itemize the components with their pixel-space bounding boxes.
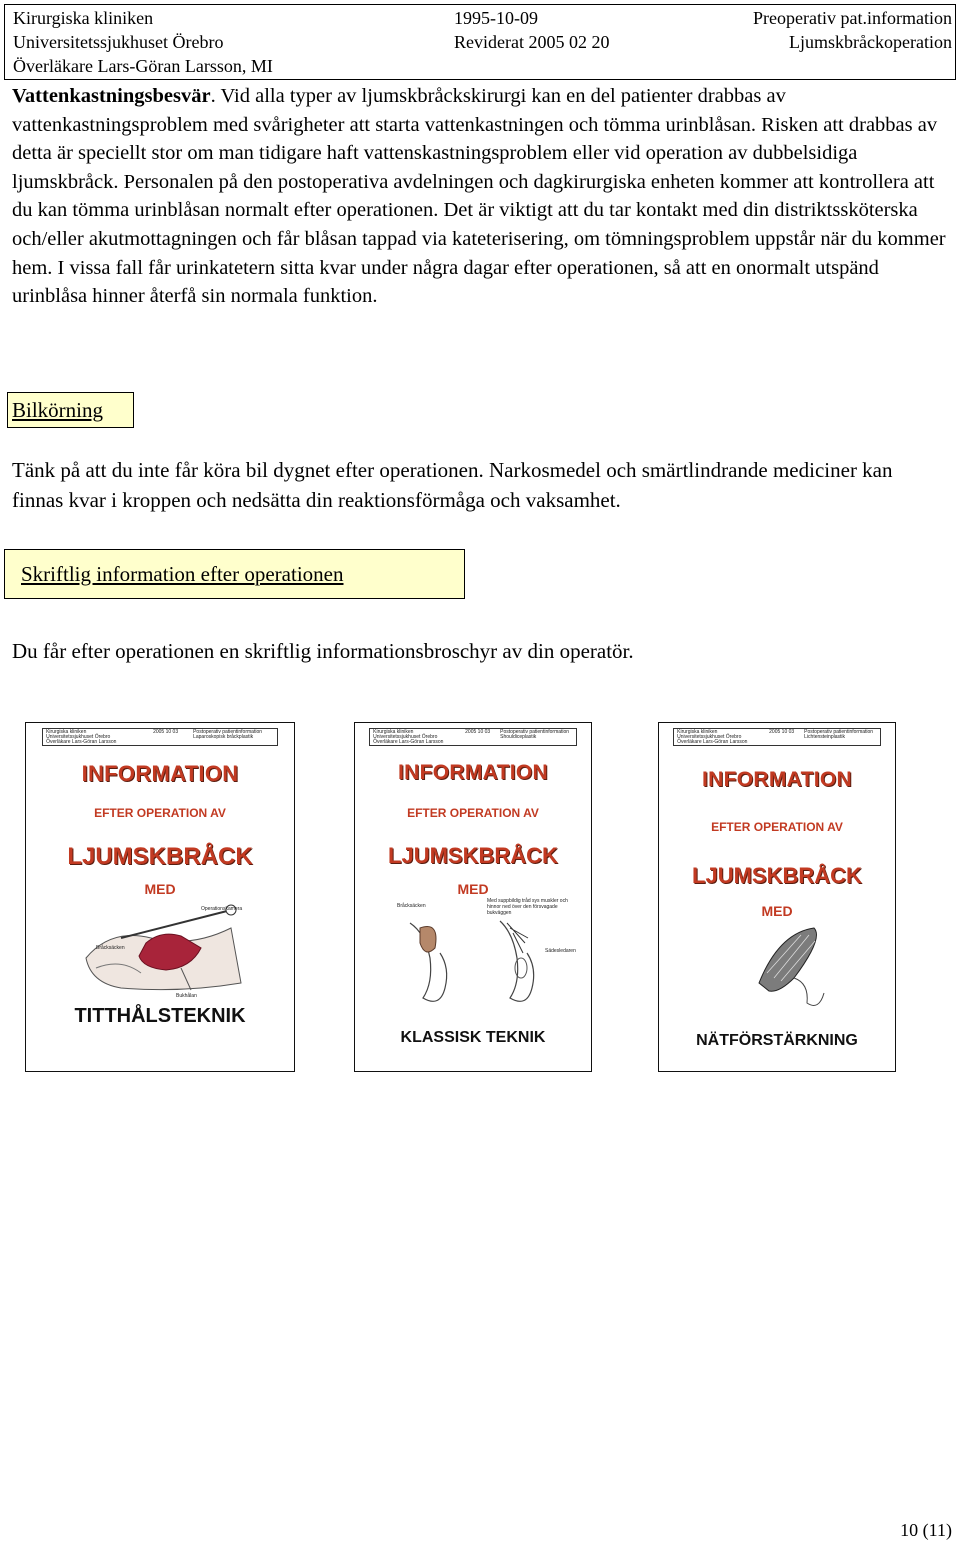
brochure-cover-titthalsteknik <box>25 722 295 1072</box>
skriftlig-heading-box <box>4 549 465 599</box>
cover-title: INFORMATION <box>702 768 852 791</box>
header-date: 1995-10-09 <box>454 8 538 28</box>
cover-caption: Sädesledaren <box>545 948 576 954</box>
cover-header: Kirurgiska kliniken Universitetssjukhuset Örebro Överläkare Lars-Göran Larsson 2005 10 03 Postoperativ patientinformation Lichtensteinplastik <box>673 728 881 746</box>
cover-caption: Bråcksäcken <box>397 903 426 909</box>
header-doc-type: Preoperativ pat.information <box>753 8 952 28</box>
intro-heading: Vattenkastningsbesvär <box>12 85 211 107</box>
brochure-cover-klassisk-teknik <box>354 722 592 1072</box>
brochure-cover-natforstarkning <box>658 722 896 1072</box>
intro-paragraph <box>12 82 952 311</box>
intro-body: . Vid alla typer av ljumskbråckskirurgi kan en del patienter drabbas av vattenkastningsproblem med svårigheter att starta vattenkastningen och tömma urinblåsan. Risken att drabbas av detta är speciellt stor om man tidigare haft vattenskastningsproblem eller vid operation av dubbelsidiga ljumskbråck. Personalen på den postoperativa avdelningen och dagkirurgiska enheten kommer att kontrollera att du kan tömma urinblåsan normalt efter operationen. Det är viktigt att du tar kontakt med din distriktssköterska och/eller akutmottagningen och får blåsan tappad via kateterisering, om tömningsproblem uppstår när du kommer hem. I vissa fall får urinkatetern sitta kvar under några dagar efter operationen, så att en onormalt utspänd urinblåsa hinner återfå sin normala funktion. <box>12 85 946 308</box>
cover-subtitle: EFTER OPERATION AV <box>407 806 539 820</box>
cover-technique: NÄTFÖRSTÄRKNING <box>696 1032 858 1049</box>
cover-ljumskbrack: LJUMSKBRÅCK <box>692 863 862 888</box>
header-topic: Ljumskbråckoperation <box>789 32 952 52</box>
cover-title: INFORMATION <box>398 761 548 784</box>
header-author: Överläkare Lars-Göran Larsson, MI <box>13 56 273 76</box>
cover-caption: Med suppbildig tråd sys muskler och hinnor ned över den försvagade bukväggen <box>487 898 568 916</box>
header-clinic: Kirurgiska kliniken <box>13 8 154 28</box>
cover-technique: KLASSISK TEKNIK <box>400 1029 546 1046</box>
cover-med: MED <box>144 881 176 897</box>
cover-subtitle: EFTER OPERATION AV <box>711 820 843 834</box>
cover-subtitle: EFTER OPERATION AV <box>94 806 226 820</box>
cover-caption: Bråcksäcken <box>96 945 125 951</box>
skriftlig-heading: Skriftlig information efter operationen <box>21 562 344 586</box>
bilkorning-heading-box <box>7 392 134 428</box>
header-hospital: Universitetssjukhuset Örebro <box>13 32 224 52</box>
document-header <box>4 4 956 80</box>
mesh-technique-illustration <box>739 923 839 1013</box>
cover-ljumskbrack: LJUMSKBRÅCK <box>388 843 558 868</box>
cover-med: MED <box>457 881 489 897</box>
cover-caption: Bukhålan <box>176 993 197 999</box>
classic-technique-illustration <box>395 913 565 1013</box>
cover-med: MED <box>761 903 793 919</box>
skriftlig-text: Du får efter operationen en skriftlig informationsbroschyr av din operatör. <box>12 639 634 663</box>
cover-header: Kirurgiska kliniken Universitetssjukhuset Örebro Överläkare Lars-Göran Larsson 2005 10 03 Postoperativ patientinformation Laparoskopisk bråckplastik <box>42 728 278 746</box>
cover-header: Kirurgiska kliniken Universitetssjukhuset Örebro Överläkare Lars-Göran Larsson 2005 10 03 Postoperativ patientinformation Shouldiceplastik <box>369 728 577 746</box>
cover-ljumskbrack: LJUMSKBRÅCK <box>67 843 253 870</box>
header-revised: Reviderat 2005 02 20 <box>454 32 610 52</box>
cover-technique: TITTHÅLSTEKNIK <box>74 1005 246 1027</box>
cover-caption: Operationskamera <box>201 906 243 912</box>
bilkorning-heading: Bilkörning <box>12 398 104 422</box>
bilkorning-text: Tänk på att du inte får köra bil dygnet efter operationen. Narkosmedel och smärtlindrande mediciner kan finnas kvar i kroppen och nedsätta din reaktionsförmåga och vaksamhet. <box>12 458 893 512</box>
page-number: 10 (11) <box>900 1520 952 1540</box>
cover-title: INFORMATION <box>81 761 239 786</box>
